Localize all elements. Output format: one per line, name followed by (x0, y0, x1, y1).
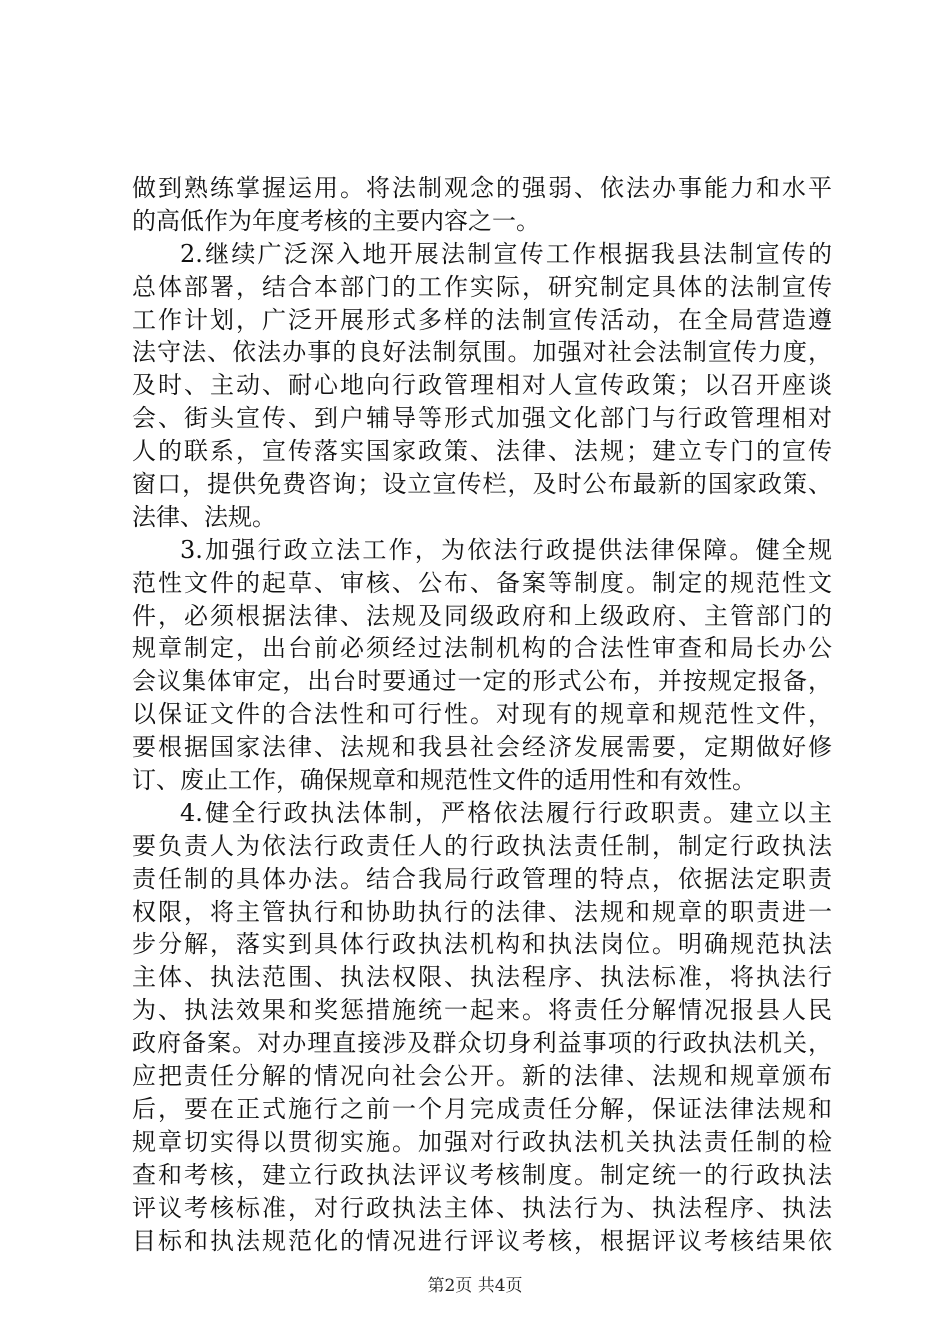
text-line: 的高低作为年度考核的主要内容之一。 (132, 206, 540, 235)
page-footer: 第2页 共4页 (427, 1276, 523, 1296)
text-line: 3.加强行政立法工作，为依法行政提供法律保障。健全规 (180, 535, 832, 564)
text-line: 主体、执法范围、执法权限、执法程序、执法标准，将执法行 (132, 963, 832, 992)
text-line: 4.健全行政执法体制，严格依法履行行政职责。建立以主 (180, 798, 832, 827)
text-line: 窗口，提供免费咨询；设立宣传栏，及时公布最新的国家政策、 (132, 470, 832, 499)
text-line: 法律、法规。 (132, 502, 276, 531)
text-line: 评议考核标准，对行政执法主体、执法行为、执法程序、执法 (132, 1193, 832, 1222)
text-line: 会、街头宣传、到户辅导等形式加强文化部门与行政管理相对 (132, 404, 832, 433)
text-line: 及时、主动、耐心地向行政管理相对人宣传政策；以召开座谈 (132, 371, 832, 400)
text-line: 要根据国家法律、法规和我县社会经济发展需要，定期做好修 (132, 733, 832, 762)
paragraph (132, 797, 832, 1257)
text-line: 后，要在正式施行之前一个月完成责任分解，保证法律法规和 (132, 1094, 832, 1123)
text-line: 会议集体审定，出台时要通过一定的形式公布，并按规定报备， (132, 667, 832, 696)
text-line: 范性文件的起草、审核、公布、备案等制度。制定的规范性文 (132, 568, 832, 597)
text-line: 应把责任分解的情况向社会公开。新的法律、法规和规章颁布 (132, 1062, 832, 1091)
text-line: 件，必须根据法律、法规及同级政府和上级政府、主管部门的 (132, 601, 832, 630)
text-line: 为、执法效果和奖惩措施统一起来。将责任分解情况报县人民 (132, 996, 832, 1025)
text-line: 权限，将主管执行和协助执行的法律、法规和规章的职责进一 (132, 897, 832, 926)
text-line: 要负责人为依法行政责任人的行政执法责任制，制定行政执法 (132, 831, 832, 860)
paragraph (132, 238, 832, 534)
text-line: 步分解，落实到具体行政执法机构和执法岗位。明确规范执法 (132, 930, 832, 959)
text-line: 订、废止工作，确保规章和规范性文件的适用性和有效性。 (132, 766, 756, 795)
text-line: 2.继续广泛深入地开展法制宣传工作根据我县法制宣传的 (180, 239, 832, 268)
text-line: 做到熟练掌握运用。将法制观念的强弱、依法办事能力和水平 (132, 174, 832, 202)
text-line: 工作计划，广泛开展形式多样的法制宣传活动，在全局营造遵 (132, 305, 832, 334)
text-line: 以保证文件的合法性和可行性。对现有的规章和规范性文件， (132, 700, 832, 729)
text-line: 规章切实得以贯彻实施。加强对行政执法机关执法责任制的检 (132, 1127, 832, 1156)
text-line: 人的联系，宣传落实国家政策、法律、法规；建立专门的宣传 (132, 437, 832, 466)
text-line: 规章制定，出台前必须经过法制机构的合法性审查和局长办公 (132, 634, 832, 663)
text-line: 总体部署，结合本部门的工作实际，研究制定具体的法制宣传 (132, 272, 832, 301)
text-line: 查和考核，建立行政执法评议考核制度。制定统一的行政执法 (132, 1160, 832, 1189)
paragraph (132, 534, 832, 797)
document-body (132, 172, 832, 1257)
text-line: 法守法、依法办事的良好法制氛围。加强对社会法制宣传力度， (132, 338, 832, 367)
text-line: 目标和执法规范化的情况进行评议考核，根据评议考核结果依 (132, 1226, 832, 1255)
text-line: 政府备案。对办理直接涉及群众切身利益事项的行政执法机关， (132, 1029, 832, 1058)
paragraph (132, 172, 832, 238)
text-line: 责任制的具体办法。结合我局行政管理的特点，依据法定职责 (132, 864, 832, 893)
